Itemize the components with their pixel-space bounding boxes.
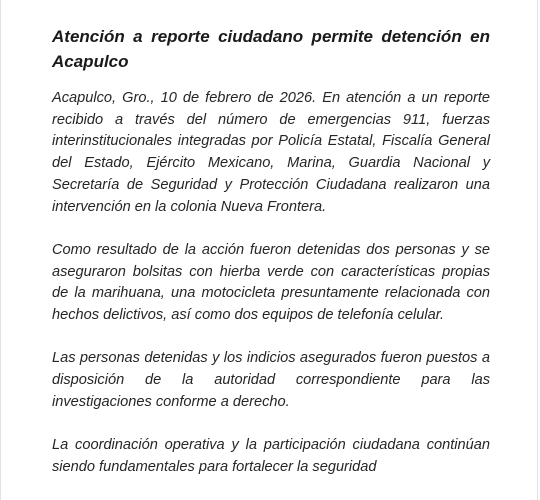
- paragraph-coordination: La coordinación operativa y la participación ciudadana continúan siendo fundamentales para fortalecer la seguridad: [52, 437, 490, 475]
- paragraph-disposition: Las personas detenidas y los indicios asegurados fueron puestos a disposición de la autoridad correspondiente para las investigaciones conforme a derecho.: [52, 350, 490, 410]
- paragraph-results: Como resultado de la acción fueron detenidas dos personas y se aseguraron bolsitas con hierba verde con características propias de la marihuana, una motocicleta presuntamente relacionada con hechos delictivos, así como dos equipos de telefonía celular.: [52, 241, 490, 324]
- article-body: [52, 24, 490, 479]
- article-headline: Atención a reporte ciudadano permite detención en Acapulco: [52, 27, 490, 71]
- paragraph-intro: Acapulco, Gro., 10 de febrero de 2026. En atención a un reporte recibido a través del número de emergencias 911, fuerzas interinstitucionales integradas por Policía Estatal, Fiscalía General del Estado, Ejército Mexicano, Marina, Guardia Nacional y Secretaría de Seguridad y Protección Ciudadana realizaron una intervención en la colonia Nueva Frontera.: [52, 90, 490, 215]
